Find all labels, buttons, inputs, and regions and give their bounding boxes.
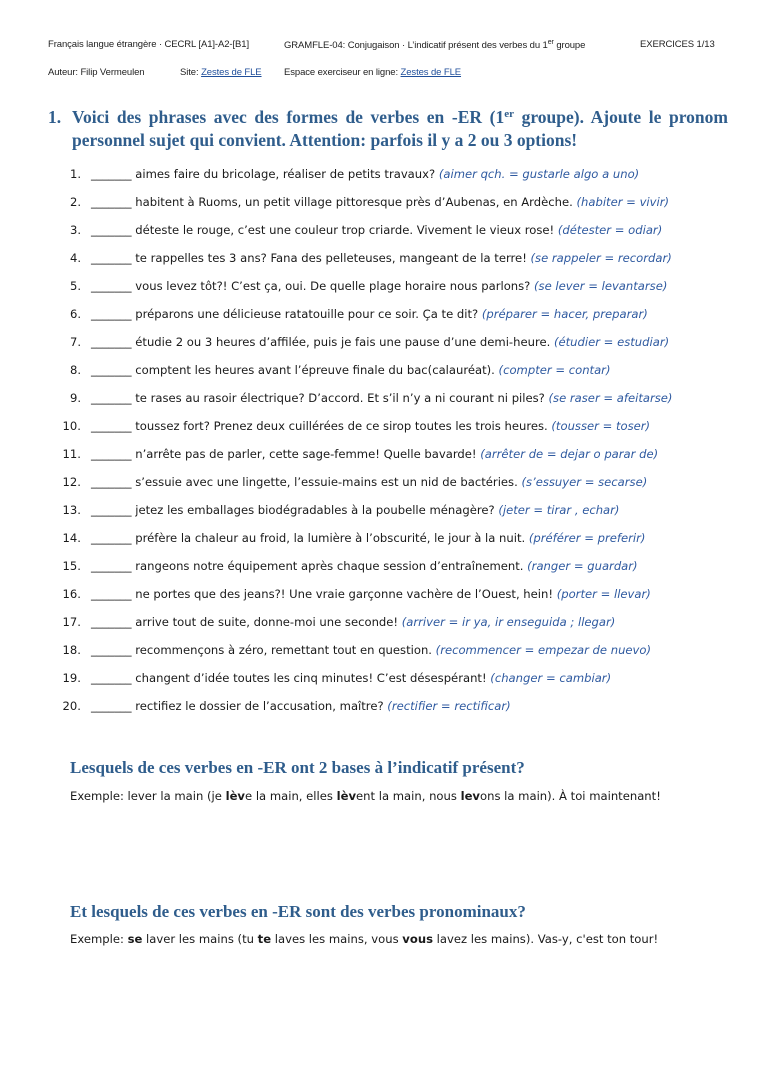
item-hint: (se rappeler = recordar) — [530, 251, 672, 265]
item-hint: (tousser = toser) — [551, 419, 651, 433]
item-hint: (arrêter de = dejar o parar de) — [480, 447, 659, 461]
item-number: 18. — [62, 643, 81, 657]
answer-blank[interactable]: _______ — [91, 447, 132, 461]
example-bold: se — [127, 932, 143, 946]
answer-blank[interactable]: _______ — [91, 279, 132, 293]
list-item — [48, 416, 650, 436]
exercise-title — [48, 106, 728, 152]
question-two-bases-example — [70, 789, 661, 803]
item-hint: (recommencer = empezar de nuevo) — [435, 643, 652, 657]
header-space-label: Espace exerciseur en ligne: — [284, 67, 401, 78]
item-text: comptent les heures avant l’épreuve finale du bac(calauréat). — [135, 363, 495, 377]
header-doc-code-end: groupe — [553, 40, 586, 52]
example-text: Exemple: — [70, 932, 128, 946]
item-number: 9. — [69, 391, 81, 405]
item-text: préparons une délicieuse ratatouille pour ce soir. Ça te dit? — [135, 307, 479, 321]
list-item — [48, 332, 669, 352]
item-hint: (ranger = guardar) — [527, 559, 638, 573]
example-text: e la main, elles — [245, 789, 337, 803]
answer-blank[interactable]: _______ — [91, 643, 132, 657]
item-number: 19. — [62, 671, 81, 685]
list-item — [48, 192, 669, 212]
item-text: recommençons à zéro, remettant tout en question. — [135, 643, 432, 657]
item-hint: (jeter = tirar , echar) — [498, 503, 620, 517]
item-hint: (habiter = vivir) — [576, 195, 670, 209]
example-bold: lèv — [225, 789, 245, 803]
example-bold: vous — [402, 932, 433, 946]
item-hint: (compter = contar) — [498, 363, 611, 377]
list-item — [48, 276, 667, 296]
answer-blank[interactable]: _______ — [91, 363, 132, 377]
header-doc-code-sup: er — [547, 39, 554, 46]
example-bold: lev — [460, 789, 480, 803]
item-number: 20. — [62, 699, 81, 713]
item-hint: (étudier = estudiar) — [553, 335, 670, 349]
item-number: 3. — [69, 223, 81, 237]
item-number: 17. — [62, 615, 81, 629]
answer-blank[interactable]: _______ — [91, 167, 132, 181]
item-number: 4. — [69, 251, 81, 265]
item-text: ne portes que des jeans?! Une vraie garçonne vachère de l’Ouest, hein! — [135, 587, 554, 601]
exercise-number: 1. — [48, 107, 62, 127]
item-hint: (se raser = afeitarse) — [548, 391, 673, 405]
item-hint: (arriver = ir ya, ir enseguida ; llegar) — [401, 615, 616, 629]
item-hint: (détester = odiar) — [557, 223, 663, 237]
item-text: te rases au rasoir électrique? D’accord. Et s’il n’y a ni courant ni piles? — [135, 391, 545, 405]
list-item — [48, 556, 638, 576]
answer-blank[interactable]: _______ — [91, 251, 132, 265]
header-doc-code-text: GRAMFLE-04: Conjugaison · L’indicatif présent des verbes du 1 — [284, 40, 548, 52]
header-site-label: Site: — [180, 67, 202, 78]
item-text: s’essuie avec une lingette, l’essuie-mains est un nid de bactéries. — [135, 475, 518, 489]
item-text: déteste le rouge, c’est une couleur trop criarde. Vivement le vieux rose! — [135, 223, 555, 237]
item-text: rectifiez le dossier de l’accusation, maître? — [135, 699, 384, 713]
item-hint: (porter = llevar) — [556, 587, 651, 601]
list-item — [48, 360, 610, 380]
item-hint: (préférer = preferir) — [528, 531, 646, 545]
item-hint: (se lever = levantarse) — [534, 279, 668, 293]
item-text: rangeons notre équipement après chaque session d’entraînement. — [135, 559, 524, 573]
list-item — [48, 304, 648, 324]
item-hint: (préparer = hacer, preparar) — [481, 307, 648, 321]
answer-blank[interactable]: _______ — [91, 587, 132, 601]
question-pronominal-title: Et lesquels de ces verbes en -ER sont des verbes pronominaux? — [70, 902, 526, 921]
list-item — [48, 668, 611, 688]
question-pronominal-example — [70, 932, 658, 946]
answer-blank[interactable]: _______ — [91, 195, 132, 209]
item-hint: (changer = cambiar) — [490, 671, 612, 685]
item-text: toussez fort? Prenez deux cuillérées de ce sirop toutes les trois heures. — [135, 419, 548, 433]
list-item — [48, 164, 639, 184]
item-text: habitent à Ruoms, un petit village pittoresque près d’Aubenas, en Ardèche. — [135, 195, 573, 209]
site-link[interactable]: Zestes de FLE — [201, 67, 262, 78]
example-bold: te — [257, 932, 272, 946]
header-site — [180, 67, 262, 78]
answer-blank[interactable]: _______ — [91, 335, 132, 349]
item-number: 2. — [69, 195, 81, 209]
answer-blank[interactable]: _______ — [91, 503, 132, 517]
item-number: 14. — [62, 531, 81, 545]
header-doc-code — [284, 39, 585, 51]
item-hint: (rectifier = rectificar) — [387, 699, 511, 713]
answer-blank[interactable]: _______ — [91, 531, 132, 545]
item-number: 15. — [62, 559, 81, 573]
answer-blank[interactable]: _______ — [91, 419, 132, 433]
header-space — [284, 67, 461, 78]
answer-blank[interactable]: _______ — [91, 475, 132, 489]
example-text: laves les mains, vous — [271, 932, 403, 946]
item-number: 13. — [62, 503, 81, 517]
example-text: ons la main). À toi maintenant! — [480, 789, 661, 803]
list-item — [48, 584, 651, 604]
header-author: Auteur: Filip Vermeulen — [48, 67, 145, 78]
list-item — [48, 472, 647, 492]
item-text: te rappelles tes 3 ans? Fana des pelleteuses, mangeant de la terre! — [135, 251, 527, 265]
example-bold: lèv — [336, 789, 357, 803]
example-text: ent la main, nous — [356, 789, 461, 803]
item-number: 1. — [69, 167, 81, 181]
header-course: Français langue étrangère · CECRL [A1]-A2-[B1] — [48, 39, 249, 50]
item-text: étudie 2 ou 3 heures d’affilée, puis je fais une pause d’une demi-heure. — [135, 335, 551, 349]
example-text: Exemple: lever la main (je — [70, 789, 226, 803]
list-item — [48, 220, 662, 240]
answer-blank[interactable]: _______ — [91, 391, 132, 405]
question-two-bases-title: Lesquels de ces verbes en -ER ont 2 bases à l’indicatif présent? — [70, 758, 525, 777]
item-text: arrive tout de suite, donne-moi une seconde! — [135, 615, 399, 629]
exercise-title-b: groupe). Ajoute le pronom personnel sujet qui convient. Attention: parfois il y a 2 ou 3 options! — [72, 107, 728, 150]
answer-blank[interactable]: _______ — [91, 307, 132, 321]
item-number: 5. — [69, 279, 81, 293]
item-number: 8. — [69, 363, 81, 377]
exercise-title-a: Voici des phrases avec des formes de verbes en -ER (1 — [72, 107, 505, 127]
item-hint: (aimer qch. = gustarle algo a uno) — [438, 167, 640, 181]
item-text: vous levez tôt?! C’est ça, oui. De quelle plage horaire nous parlons? — [135, 279, 531, 293]
answer-blank[interactable]: _______ — [91, 671, 132, 685]
list-item — [48, 500, 619, 520]
item-number: 11. — [62, 447, 81, 461]
list-item — [48, 612, 615, 632]
list-item — [48, 388, 672, 408]
header-section: EXERCICES 1/13 — [640, 39, 715, 50]
list-item — [48, 248, 672, 268]
item-text: préfère la chaleur au froid, la lumière à l’obscurité, le jour à la nuit. — [135, 531, 526, 545]
list-item — [48, 528, 645, 548]
item-number: 16. — [62, 587, 81, 601]
example-text: lavez les mains). Vas-y, c'est ton tour! — [432, 932, 659, 946]
example-text: laver les mains (tu — [142, 932, 258, 946]
item-hint: (s’essuyer = secarse) — [521, 475, 648, 489]
list-item — [48, 444, 658, 464]
answer-blank[interactable]: _______ — [91, 559, 132, 573]
item-text: n’arrête pas de parler, cette sage-femme! Quelle bavarde! — [135, 447, 477, 461]
item-text: jetez les emballages biodégradables à la poubelle ménagère? — [135, 503, 495, 517]
item-number: 7. — [69, 335, 81, 349]
list-item — [48, 696, 511, 716]
item-text: aimes faire du bricolage, réaliser de petits travaux? — [135, 167, 436, 181]
exercise-title-sup: er — [504, 108, 514, 120]
answer-blank[interactable]: _______ — [91, 699, 132, 713]
item-number: 10. — [62, 419, 81, 433]
item-text: changent d’idée toutes les cinq minutes! C’est désespérant! — [135, 671, 487, 685]
item-number: 6. — [69, 307, 81, 321]
list-item — [48, 640, 651, 660]
answer-blank[interactable]: _______ — [91, 615, 132, 629]
answer-blank[interactable]: _______ — [91, 223, 132, 237]
item-number: 12. — [62, 475, 81, 489]
exerciser-link[interactable]: Zestes de FLE — [400, 67, 462, 78]
